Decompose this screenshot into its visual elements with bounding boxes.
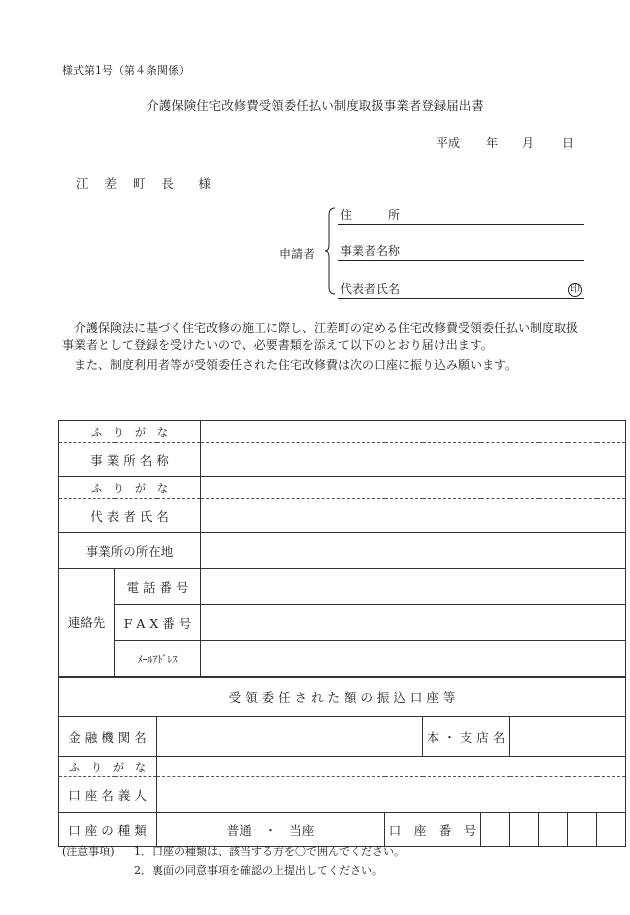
brace	[324, 207, 336, 295]
date-year: 年	[486, 136, 499, 150]
body-paragraph-1a: 介護保険法に基づく住宅改修の施工に際し、江差町の定める住宅改修費受領委任払い制度取扱	[74, 321, 579, 335]
representative-label: 代表者氏名	[340, 282, 401, 296]
office-name-label: 事 業 所 名 称	[59, 443, 201, 477]
fax-label: F A X 番 号	[115, 605, 201, 641]
furigana-label-1: ふ り が な	[59, 421, 201, 443]
date-era: 平成	[436, 136, 461, 150]
note-item-2: 2．裏面の同意事項を確認の上提出してください。	[134, 864, 383, 877]
email-label: ﾒｰﾙｱﾄﾞﾚｽ	[115, 641, 201, 677]
address-label: 住 所	[340, 208, 401, 222]
branch-input[interactable]	[510, 717, 626, 757]
phone-label: 電 話 番 号	[115, 569, 201, 605]
office-name-input[interactable]	[201, 443, 626, 477]
office-address-label: 事業所の所在地	[59, 533, 201, 569]
fax-input[interactable]	[201, 605, 626, 641]
account-holder-label: 口 座 名 義 人	[59, 777, 157, 813]
body-paragraph-2: また、制度利用者等が受領委任された住宅改修費は次の口座に振り込み願います。	[74, 358, 518, 372]
account-digit-1[interactable]	[481, 813, 510, 847]
bank-name-input[interactable]	[157, 717, 423, 757]
account-digit-5[interactable]	[597, 813, 626, 847]
furigana-input-1[interactable]	[201, 421, 626, 443]
contact-label: 連絡先	[59, 569, 115, 677]
account-digit-2[interactable]	[510, 813, 539, 847]
furigana-label-2: ふ り が な	[59, 477, 201, 499]
rep-name-label: 代 表 者 氏 名	[59, 499, 201, 533]
date-month: 月	[522, 136, 535, 150]
document-title: 介護保険住宅改修費受領委任払い制度取扱事業者登録届出書	[146, 98, 484, 113]
transfer-header: 受 領 委 任 さ れ た 額 の 振 込 口 座 等	[59, 677, 626, 717]
account-digit-4[interactable]	[568, 813, 597, 847]
date-day: 日	[562, 136, 575, 150]
business-name-field[interactable]	[338, 242, 584, 261]
office-address-input[interactable]	[201, 533, 626, 569]
account-type-label: 口 座 の 種 類	[59, 813, 157, 847]
branch-label: 本 ・ 支 店 名	[423, 717, 510, 757]
business-name-label: 事業者名称	[340, 244, 401, 258]
bank-name-label: 金 融 機 関 名	[59, 717, 157, 757]
note-item-1: 1．口座の種類は、該当する方を〇で囲んでください。	[134, 845, 405, 858]
account-type-options[interactable]: 普通 ・ 当座	[157, 813, 385, 847]
phone-input[interactable]	[201, 569, 626, 605]
representative-field[interactable]	[338, 280, 584, 299]
form-number: 様式第1号（第４条関係）	[62, 64, 190, 77]
account-holder-input[interactable]	[157, 777, 626, 813]
body-paragraph-1b: 事業者として登録を受けたいので、必要書類を添えて以下のとおり届け出ます。	[62, 338, 493, 352]
seal-mark: 印	[570, 284, 580, 295]
addressee: 江 差 町 長 様	[76, 176, 217, 191]
registration-table	[58, 420, 626, 847]
applicant-label: 申請者	[279, 247, 316, 261]
address-field[interactable]	[338, 206, 584, 225]
furigana-input-3[interactable]	[157, 757, 626, 777]
account-number-label: 口 座 番 号	[385, 813, 481, 847]
account-digit-3[interactable]	[539, 813, 568, 847]
email-input[interactable]	[201, 641, 626, 677]
furigana-input-2[interactable]	[201, 477, 626, 499]
furigana-label-3: ふ り が な	[59, 757, 157, 777]
notes-label: (注意事項)	[62, 845, 115, 858]
rep-name-input[interactable]	[201, 499, 626, 533]
